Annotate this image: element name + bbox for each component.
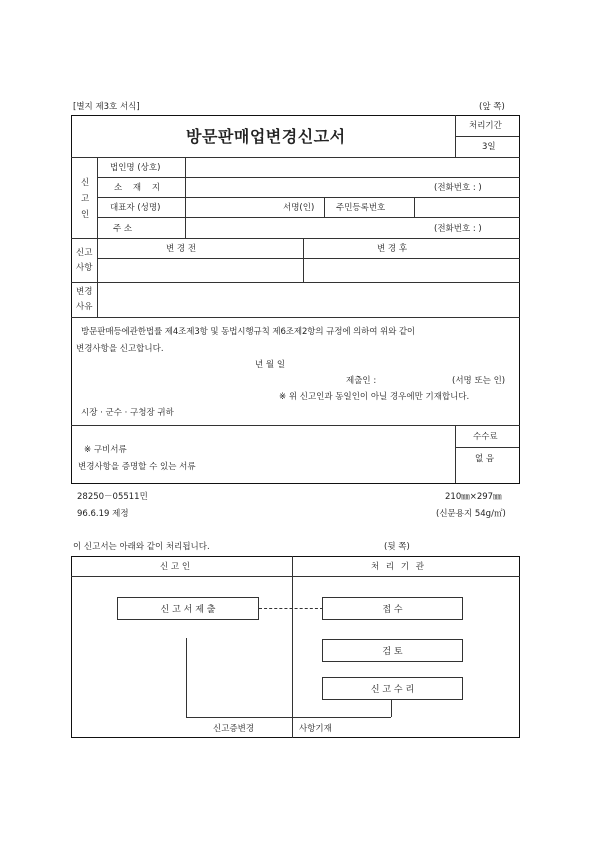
receive-label: 접 수 (382, 605, 403, 615)
flow-connector-dashed (259, 608, 323, 609)
applicant-label-3: 인 (81, 210, 90, 220)
sign-or-seal-label: (서명 또는 인) (452, 376, 506, 386)
corp-name-field[interactable] (186, 158, 519, 177)
resident-number-field[interactable] (415, 198, 519, 217)
form-right-border (519, 115, 520, 484)
certificate-change-label: 신고증변경 (213, 724, 255, 734)
addressee: 시장 · 군수 · 구청장 귀하 (81, 408, 174, 418)
back-side-label: (뒷 쪽) (384, 542, 410, 552)
required-docs-title: ※ 구비서류 (84, 445, 127, 455)
form-left-border (71, 115, 72, 484)
report-label-1: 신고 (76, 248, 93, 258)
processing-period-value: 3일 (482, 142, 496, 152)
applicant-label-1: 신 (81, 178, 90, 188)
home-address-label: 주 소 (113, 224, 133, 234)
submitter-label: 제출인 : (346, 376, 377, 386)
accept-label: 신 고 수 리 (370, 685, 415, 695)
applicant-label-2: 고 (81, 194, 90, 204)
flow-line-left (186, 638, 187, 717)
flow-line-up (391, 700, 392, 717)
representative-label: 대표자 (성명) (110, 203, 161, 213)
flow-line-bottom (186, 717, 391, 718)
form-top-border (71, 115, 520, 116)
reason-field[interactable] (98, 283, 519, 316)
after-change-label: 변 경 후 (377, 244, 408, 254)
form-code: 28250－05511민 (77, 492, 148, 502)
resident-number-label: 주민등록번호 (336, 203, 386, 213)
statement-line-1: 방문판매등에관한법률 제4조제3항 및 동법시행규칙 제6조제2항의 규정에 의하여 위와 같이 (81, 327, 416, 337)
fee-label: 수수료 (473, 432, 498, 442)
enactment-date: 96.6.19 제정 (77, 509, 129, 519)
submit-report-box (117, 597, 259, 620)
fee-value: 없 음 (475, 454, 495, 464)
receive-box (322, 597, 463, 620)
representative-field[interactable] (186, 198, 281, 217)
review-box (322, 639, 463, 662)
phone-label-1: (전화번호 : ) (434, 183, 482, 193)
paper-size: 210㎜×297㎜ (445, 492, 502, 502)
statement-line-2: 변경사항을 신고합니다. (76, 344, 164, 354)
accept-box (322, 677, 463, 700)
phone-label-2: (전화번호 : ) (434, 224, 482, 234)
date-line: 년 월 일 (255, 360, 286, 370)
review-label: 검 토 (382, 647, 403, 657)
record-entry-label: 사항기재 (299, 724, 332, 734)
submitter-note: ※ 위 신고인과 동일인이 아닐 경우에만 기재합니다. (279, 392, 470, 402)
submit-report-label: 신 고 서 제 출 (160, 605, 216, 615)
report-label-2: 사항 (76, 263, 93, 273)
after-change-field[interactable] (304, 259, 519, 281)
corp-name-label: 법인명 (상호) (110, 163, 161, 173)
reason-label-1: 변경 (76, 287, 93, 297)
processing-period-label: 처리기간 (469, 121, 502, 131)
flow-column-divider (292, 556, 293, 738)
address-field[interactable] (186, 178, 426, 197)
required-docs-item: 변경사항을 증명할 수 있는 서류 (78, 462, 196, 472)
before-change-label: 변 경 전 (166, 244, 197, 254)
process-caption: 이 신고서는 아래와 같이 처리됩니다. (73, 542, 210, 552)
reason-label-2: 사유 (76, 302, 93, 312)
signature-label: 서명(인) (283, 203, 315, 213)
paper-spec: (신문용지 54g/㎡) (436, 509, 506, 519)
address-label: 소 재 지 (114, 183, 165, 193)
column-applicant-header: 신 고 인 (160, 562, 191, 572)
column-agency-header: 처 리 기 관 (371, 562, 426, 572)
form-number: [별지 제3호 서식] (73, 102, 140, 112)
page-side-label: (앞 쪽) (479, 102, 505, 112)
form-title: 방문판매업변경신고서 (186, 127, 346, 146)
form-bottom-border (71, 483, 520, 484)
before-change-field[interactable] (98, 259, 303, 281)
home-address-field[interactable] (186, 218, 426, 238)
